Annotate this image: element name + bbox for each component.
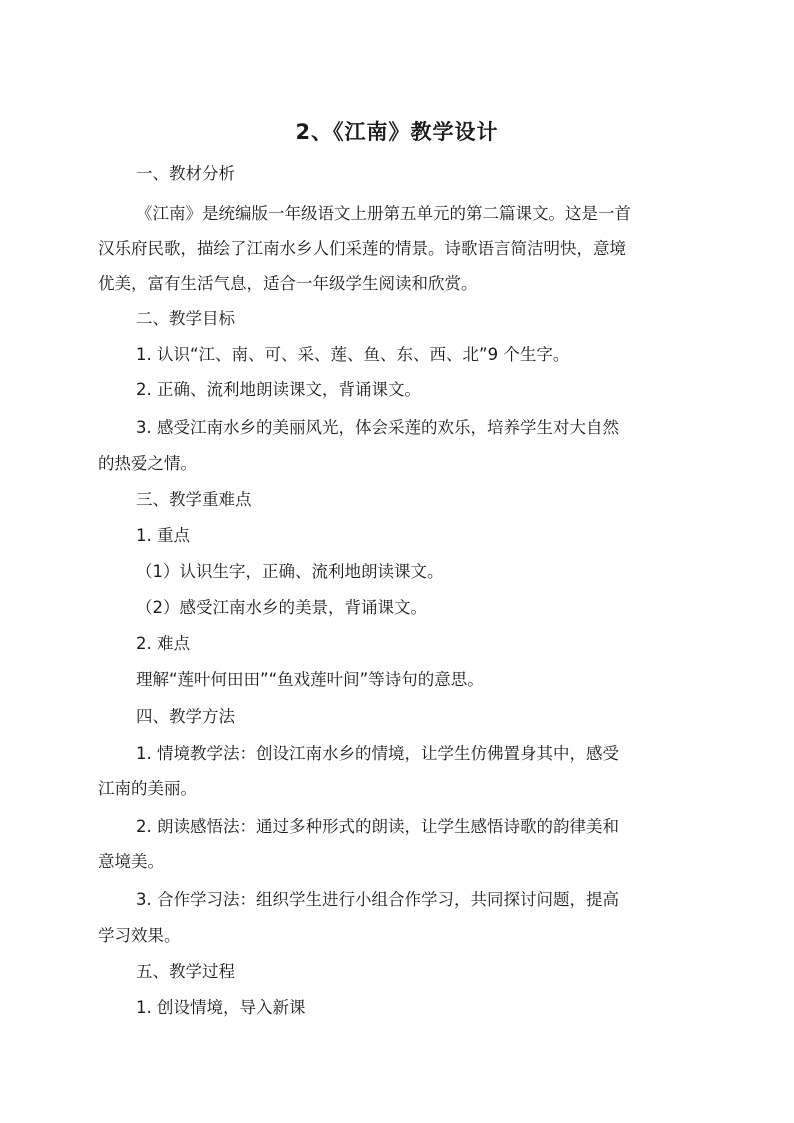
method-item-continued: 江南的美丽。 [98, 779, 197, 798]
paragraph-line: 优美，富有生活气息，适合一年级学生阅读和欣赏。 [98, 274, 478, 293]
paragraph-text: 《江南》是统编版一年级语文上册第五单元的第二篇课文。这是一首 [136, 204, 631, 223]
section-heading-teaching-goals: 二、教学目标 [136, 309, 235, 328]
goal-item: 3. 感受江南水乡的美丽风光，体会采莲的欢乐，培养学生对大自然 [136, 418, 619, 437]
goal-item: 1. 认识“江、南、可、采、莲、鱼、东、西、北”9 个生字。 [136, 345, 570, 364]
goal-item-continued: 的热爱之情。 [98, 454, 197, 473]
goal-item: 2. 正确、流利地朗读课文，背诵课文。 [136, 380, 421, 399]
method-item-continued: 意境美。 [98, 852, 164, 871]
document-title: 2、《江南》教学设计 [295, 120, 499, 144]
method-item: 3. 合作学习法：组织学生进行小组合作学习，共同探讨问题，提高 [136, 890, 619, 909]
paragraph-text: 汉乐府民歌，描绘了江南水乡人们采莲的情景。诗歌语言简洁明快，意境 [98, 239, 626, 258]
difficult-point-item: 理解“莲叶何田田”“鱼戏莲叶间”等诗句的意思。 [136, 670, 484, 689]
section-heading-material-analysis: 一、教材分析 [136, 164, 235, 183]
subheading-difficult-points: 2. 难点 [136, 634, 190, 653]
key-point-item: （2）感受江南水乡的美景，背诵课文。 [136, 598, 427, 617]
section-heading-teaching-methods: 四、教学方法 [136, 707, 235, 726]
section-heading-teaching-process: 五、教学过程 [136, 962, 235, 981]
paragraph-line [136, 204, 699, 224]
process-step: 1. 创设情境，导入新课 [136, 998, 306, 1017]
key-point-item: （1）认识生字，正确、流利地朗读课文。 [136, 562, 444, 581]
method-item: 1. 情境教学法：创设江南水乡的情境，让学生仿佛置身其中，感受 [136, 744, 619, 763]
method-item-continued: 学习效果。 [98, 926, 181, 945]
paragraph-line [98, 239, 698, 259]
subheading-key-points: 1. 重点 [136, 526, 190, 545]
method-item: 2. 朗读感悟法：通过多种形式的朗读，让学生感悟诗歌的韵律美和 [136, 817, 619, 836]
section-heading-key-difficult-points: 三、教学重难点 [136, 490, 252, 509]
